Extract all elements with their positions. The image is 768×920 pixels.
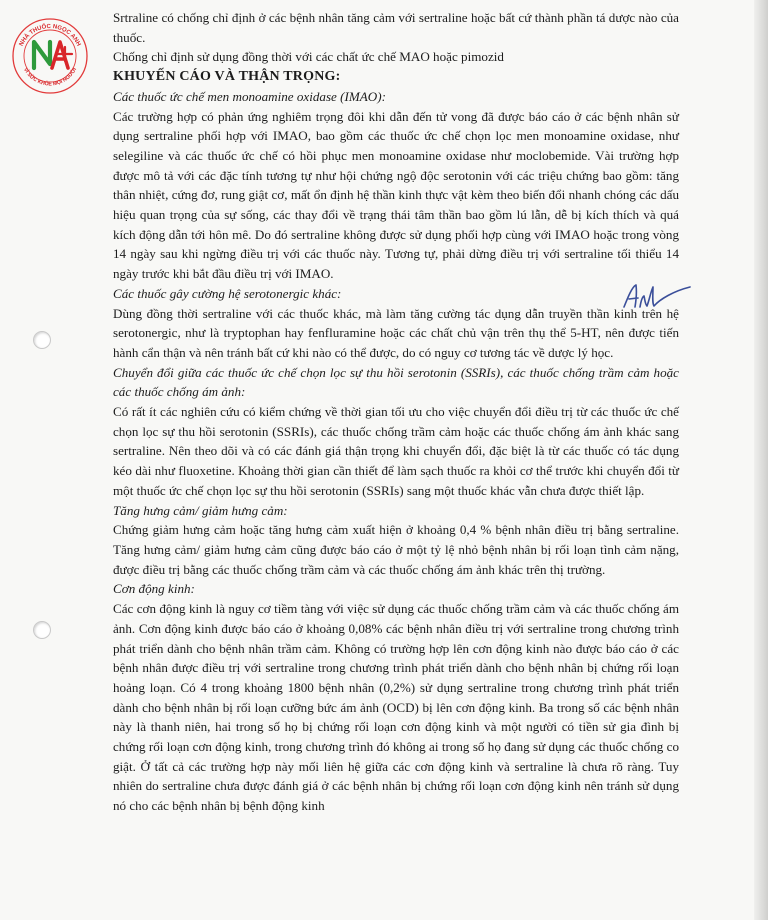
paragraph-ssri-switching: Có rất ít các nghiên cứu có kiểm chứng về thời gian tối ưu cho việc chuyển đổi điều trị từ các thuốc ức chế chọn lọc sự thu hồi serotonin (SSRIs), các thuốc chống trầm cảm hoặc các thuốc chống ám ảnh khác sang sertraline. Nên theo dõi và có các đánh giá thận trọng khi chuyển đổi, đặc biệt là từ các thuốc có tác dụng kéo dài như fluoxetine. Khoảng thời gian cần thiết để làm sạch thuốc ra khỏi cơ thể trước khi chuyển đổi từ một thuốc ức chế chọn lọc sự thu hồi serotonin (SSRIs) sang một thuốc khác vẫn chưa được thiết lập.: [113, 404, 679, 498]
paragraph-serotonergic: Dùng đồng thời sertraline với các thuốc khác, mà làm tăng cường tác dụng dẫn truyền thần kinh trên hệ serotonergic, như là tryptophan hay fenfluramine hoặc các chất chủ vận trên thụ thể 5-HT, nên được tiến hành cẩn thận và nên tránh bất cứ khi nào có thể được, do có nguy cơ tương tác về dược lý học.: [113, 305, 679, 360]
page-edge-shadow: [754, 0, 768, 920]
logo-monogram-n: [34, 42, 50, 68]
pharmacy-logo: [8, 12, 92, 96]
subheading-mania: Tăng hưng cảm/ giảm hưng cảm:: [113, 502, 288, 518]
logo-ring-text: NHÀ THUỐC NGỌC ANH: [18, 23, 82, 48]
logo-bottom-text: VÌ SỨC KHỎE MỌI NGƯỜI: [21, 66, 79, 88]
subheading-maoi: Các thuốc ức chế men monoamine oxidase (IMAO):: [113, 88, 386, 104]
paragraph-maoi: Các trường hợp có phản ứng nghiêm trọng đôi khi dẫn đến tử vong đã được báo cáo ở các bệnh nhân sử dụng sertraline phối hợp với IMAO, bao gồm các thuốc ức chế chọn lọc men monoamine oxidase, như selegiline và các thuốc ức chế có hồi phục men monoamine oxidase như moclobemide. Vài trường hợp được mô tả với các đặc tính tương tự như hội chứng ngộ độc serotonin với các triệu chứng bao gồm: tăng thân nhiệt, cứng đơ, rung giật cơ, mất ổn định hệ thần kinh thực vật kèm theo biến đổi nhanh chóng các dấu hiệu quan trọng của sự sống, các thay đổi về trạng thái tâm thần bao gồm lú lẫn, dễ bị kích thích và quá kích động dẫn tới hôn mê. Do đó sertraline không được sử dụng phối hợp cùng với IMAO hoặc trong vòng 14 ngày sau khi ngừng điều trị với các thuốc này. Tương tự, phải dừng điều trị với sertraline tối thiểu 14 ngày trước khi bắt đầu điều trị với IMAO.: [113, 108, 679, 282]
contraindication-paragraph: Srtraline có chống chỉ định ở các bệnh nhân tăng cảm với sertraline hoặc bất cứ thành phần tá dược nào của thuốc.: [113, 10, 679, 45]
binder-hole-bottom: [33, 621, 51, 639]
paragraph-mania: Chứng giảm hưng cảm hoặc tăng hưng cảm xuất hiện ở khoảng 0,4 % bệnh nhân điều trị bằng sertraline. Tăng hưng cảm/ giảm hưng cảm cũng được báo cáo ở một tỷ lệ nhỏ bệnh nhân bị rối loạn tình cảm nặng, được điều trị bằng các thuốc chống trầm cảm và các thuốc chống ám ảnh khác trên thị trường.: [113, 522, 679, 577]
binder-hole-top: [33, 331, 51, 349]
subheading-ssri-switching: Chuyển đổi giữa các thuốc ức chế chọn lọc sự thu hồi serotonin (SSRIs), các thuốc chống trầm cảm hoặc các thuốc chống ám ảnh:: [113, 364, 679, 400]
subheading-seizures: Cơn động kinh:: [113, 581, 195, 597]
subheading-serotonergic: Các thuốc gây cường hệ serotonergic khác:: [113, 285, 342, 301]
section-heading-warnings: KHUYẾN CÁO VÀ THẬN TRỌNG:: [113, 69, 341, 85]
contraindication-maoi-line: Chống chỉ định sử dụng đồng thời với các chất ức chế MAO hoặc pimozid: [113, 49, 504, 65]
handwritten-signature: [620, 281, 694, 311]
paragraph-seizures: Các cơn động kinh là nguy cơ tiềm tàng với việc sử dụng các thuốc chống trầm cảm và các thuốc chống ám ảnh. Cơn động kinh được báo cáo ở khoảng 0,08% các bệnh nhân điều trị với sertraline trong chương trình phát triển dành cho bệnh nhân trầm cảm. Không có trường hợp lên cơn động kinh nào được báo cáo ở các bệnh nhân được điều trị với sertraline trong chương trình phát triển dành cho bệnh nhân bị chứng rối loạn hoảng loạn. Có 4 trong khoảng 1800 bệnh nhân (0,2%) sử dụng sertraline trong chương trình phát triển dành cho bệnh nhân bị rối loạn cưỡng bức ám ảnh (OCD) bị lên cơn động kinh. Ba trong số các bệnh nhân này là thanh niên, hai trong số họ bị chứng rối loạn cơn động kinh và một người có tiền sử gia đình bị chứng rối loạn cơn động kinh, trong chương trình đó không ai trong số họ đang sử dụng các thuốc chống co giật. Ở tất cả các trường hợp này mối liên hệ giữa các cơn động kinh và sertraline là chưa rõ ràng. Tuy nhiên do sertraline chưa được đánh giá ở các bệnh nhân bị chứng rối loạn cơn động kinh nên tránh sử dụng nó cho các bệnh nhân bị bệnh động kinh: [113, 601, 679, 814]
document-body: [113, 8, 679, 816]
